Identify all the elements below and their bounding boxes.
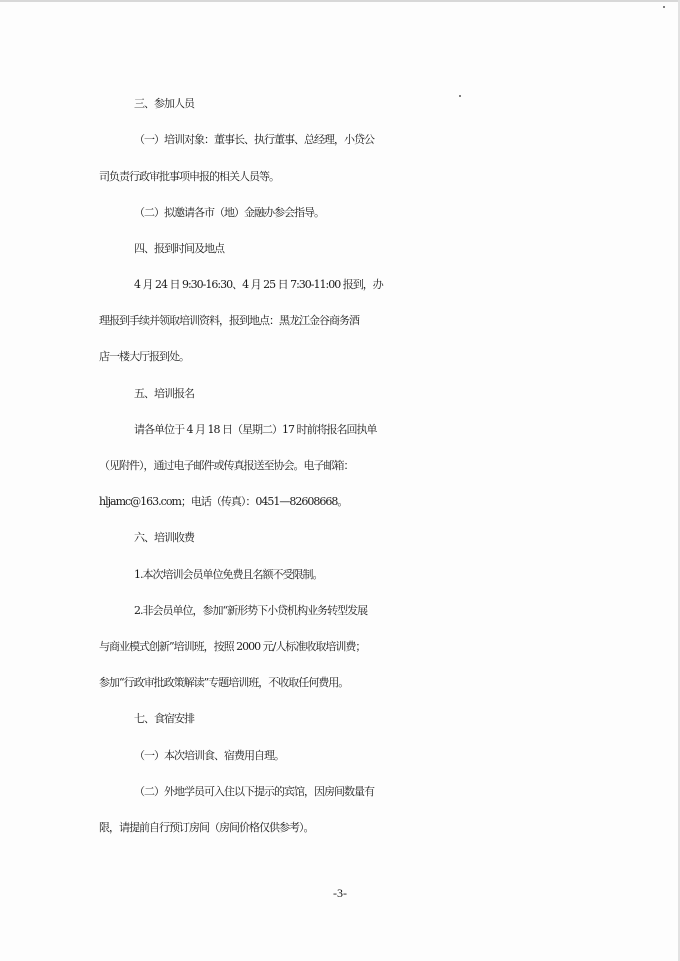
page-number: -3- xyxy=(333,886,347,900)
paragraph-line: 理报到手续并领取培训资料，报到地点：黑龙江金谷商务酒 xyxy=(99,314,359,327)
paragraph-line: 4 月 24 日 9:30-16:30、4 月 25 日 7:30-11:00 报到，办 xyxy=(134,278,383,291)
paragraph-line: 司负责行政审批事项申报的相关人员等。 xyxy=(99,170,279,183)
paragraph-line: （一）培训对象：董事长、执行董事、总经理，小贷公 xyxy=(134,133,374,146)
paragraph-line: 参加“行政审批政策解读”专题培训班，不收取任何费用。 xyxy=(99,676,349,689)
paragraph-line: 与商业模式创新”培训班，按照 2000 元/人标准收取培训费； xyxy=(99,640,366,653)
section-heading: 四、报到时间及地点 xyxy=(134,242,224,255)
section-heading: 七、食宿安排 xyxy=(134,712,194,725)
paragraph-line: （见附件），通过电子邮件或传真报送至协会。电子邮箱： xyxy=(99,459,354,472)
paragraph-line: （二）拟邀请各市（地）金融办参会指导。 xyxy=(134,206,324,219)
section-heading: 三、参加人员 xyxy=(134,97,194,110)
paragraph-line: 限，请提前自行预订房间（房间价格仅供参考）。 xyxy=(99,821,314,834)
contact-line: hljamc@163.com；电话（传真）：0451—82608668。 xyxy=(99,495,348,508)
section-heading: 五、培训报名 xyxy=(134,387,194,400)
paragraph-line: 1.本次培训会员单位免费且名额不受限制。 xyxy=(134,568,323,581)
paragraph-line: 请各单位于 4 月 18 日（星期二）17 时前将报名回执单 xyxy=(134,423,377,436)
section-heading: 六、培训收费 xyxy=(134,531,194,544)
scan-speck xyxy=(663,6,665,8)
paragraph-line: 店一楼大厅报到处。 xyxy=(99,350,189,363)
paragraph-line: （二）外地学员可入住以下提示的宾馆，因房间数量有 xyxy=(134,785,374,798)
scan-edge xyxy=(0,0,680,2)
paragraph-line: 2.非会员单位，参加“新形势下小贷机构业务转型发展 xyxy=(134,604,368,617)
paragraph-line: （一）本次培训食、宿费用自理。 xyxy=(134,749,284,762)
